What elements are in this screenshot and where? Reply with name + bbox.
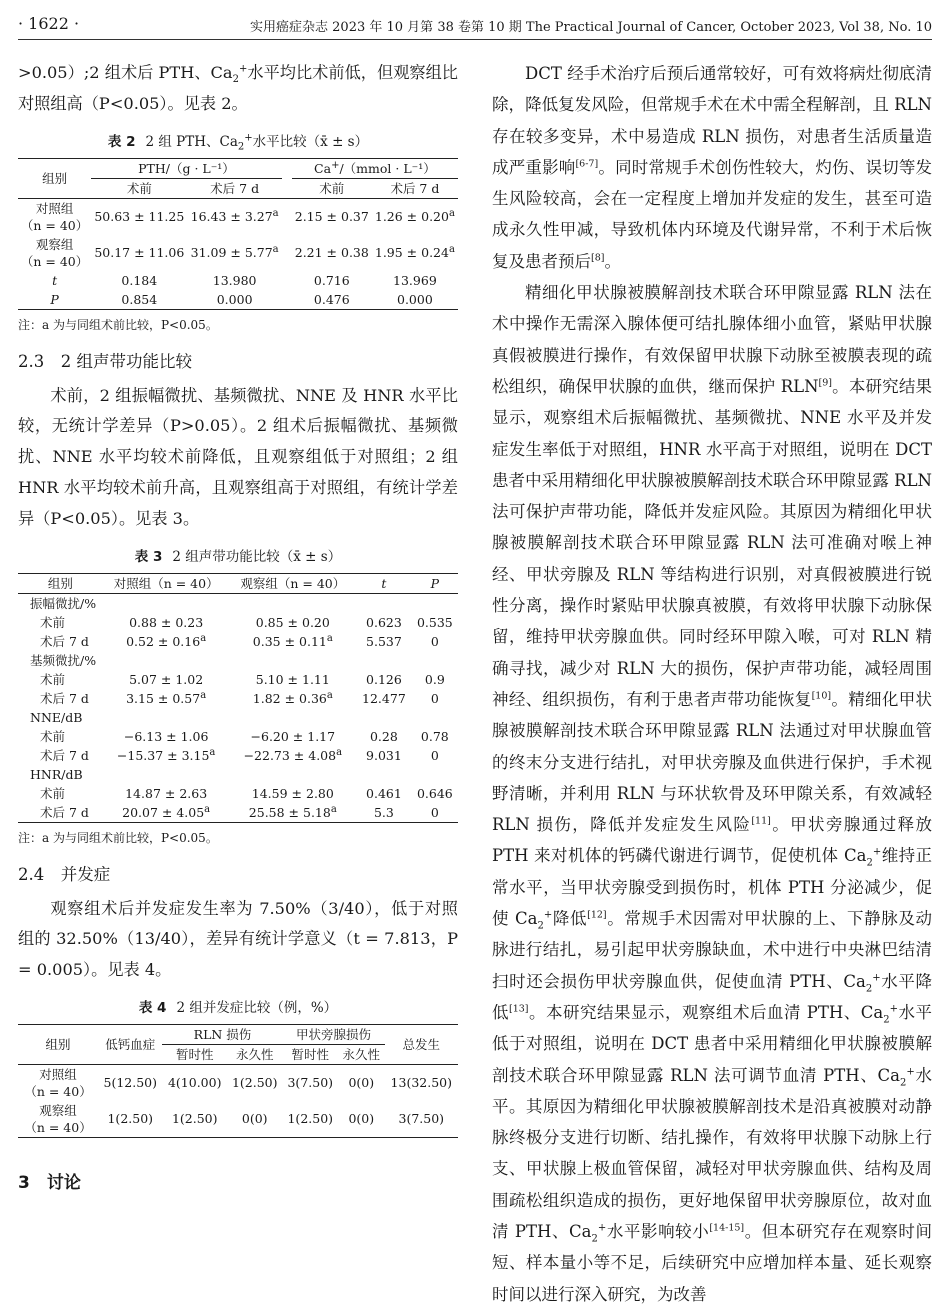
table-row: 对照组 （n = 40） 5(12.50) 4(10.00) 1(2.50) 3(7.50) 0(0) 13(32.50) bbox=[24, 1066, 452, 1099]
section-2-3-paragraph: 术前，2 组振幅微扰、基频微扰、NNE 及 HNR 水平比较，无统计学差异（P>0.05）。2 组术后振幅微扰、基频微扰、NNE 水平均较术前降低，且观察组低于对照组；2 组 HNR 水平均较术前升高，且观察组高于对照组，有统计学差异（P<0.05）。见表 3。 bbox=[18, 385, 458, 528]
table-group-row: 基频微扰/% bbox=[30, 652, 97, 668]
table4-complications: 组别 低钙血症 RLN 损伤 甲状旁腺损伤 总发生 暂时性 永久性 暂时性 永久性 对照组 （n = 40） 5(12.50) 4(10.00) 1(2.50) 3(7.50) 0(0) 13(32.50) 观察组 （n = 40） 1(2.50) 1(2.50) 0(0) 1(2.50) 0(0) 3(7.50) bbox=[18, 1024, 458, 1138]
page-number: · 1622 · bbox=[18, 14, 80, 33]
table-row: 对照组 （n = 40） 50.63 ± 11.25 16.43 ± 3.27$^a$ 2.15 ± 0.37 1.26 ± 0.20$^a$ bbox=[20, 200, 455, 233]
page-header bbox=[18, 14, 932, 40]
table2-caption: 表 2 2 组 PTH、$Ca_2^+$水平比较（x̄ ± s） bbox=[107, 132, 369, 153]
results-paragraph-continued: >0.05）;2 组术后 PTH、$Ca_2^+$水平均比术前低，但观察组比对照组高（P<0.05）。见表 2。 bbox=[18, 63, 458, 113]
table-group-row: NNE/dB bbox=[30, 709, 83, 725]
table-row: 观察组 （n = 40） 50.17 ± 11.06 31.09 ± 5.77$^a$ 2.21 ± 0.38 1.95 ± 0.24$^a$ bbox=[20, 236, 455, 269]
journal-running-title: 实用癌症杂志 2023 年 10 月第 38 卷第 10 期 The Practical Journal of Cancer, October 2023, Vol 38, No. 10 bbox=[250, 20, 932, 35]
table4-caption: 表 4 2 组并发症比较（例，%） bbox=[138, 999, 338, 1016]
discussion-paragraph-2: 精细化甲状腺被膜解剖技术联合环甲隙显露 RLN 法在术中操作无需深入腺体便可结扎腺体细小血管，紧贴甲状腺真假被膜进行操作，有效保留甲状腺下动脉至被膜表现的疏松组织，确保甲状腺的血供，继而保护 RLN[9]。本研究结果显示，观察组术后振幅微扰、基频微扰、NNE 水平及并发症发生率低于对照组，HNR 水平高于对照组，说明在 DCT 患者中采用精细化甲状腺被膜解剖技术联合环甲隙显露 RLN 法可保护声带功能，降低并发症风险。其原因为精细化甲状腺被膜解剖技术联合环甲隙显露 RLN 法可准确对喉上神经、甲状旁腺及 RLN 等结构进行识别，对真假被膜进行锐性分离，操作时紧贴甲状腺真被膜，有效将甲状腺下动脉保留，维持甲状旁腺血供。同时经环甲隙入喉，可对 RLN 精确寻找，减少对 RLN 大的损伤，保护声带功能，减轻周围神经、组织损伤，有利于患者声带功能恢复[10]。精细化甲状腺被膜解剖技术联合环甲隙显露 RLN 法通过对甲状腺血管的终末分支进行结扎，对甲状旁腺及血供进行保护，手术视野清晰，并利用 RLN 与环状软骨及环甲隙关系，有效减轻 RLN 损伤，降低并发症发生风险[11]。甲状旁腺通过释放 PTH 来对机体的钙磷代谢进行调节，促使机体 $Ca_2^+$维持正常水平，当甲状旁腺受到损伤时，机体 PTH 分泌减少，促使 $Ca_2^+$降低[12]。常规手术因需对甲状腺的上、下静脉及动脉进行结扎，易引起甲状旁腺缺血，术中进行中央淋巴结清扫时还会损伤甲状旁腺血供，促使血清 PTH、$Ca_2^+$水平降低[13]。本研究结果显示，观察组术后血清 PTH、$Ca_2^+$水平低于对照组，说明在 DCT 患者中采用精细化甲状腺被膜解剖技术联合环甲隙显露 RLN 法可调节血清 PTH、$Ca_2^+$水平。其原因为精细化甲状腺被膜解剖技术是沿真被膜对动静脉终极分支进行切断、结扎操作，有效将甲状腺下动脉上行支、甲状腺上极血管保留，减轻对甲状旁腺血供、结构及周围疏松组织造成的损伤，更好地保留甲状旁腺原位，故对血清 PTH、$Ca_2^+$水平影响较小[14-15]。但本研究存在观察时间短、样本量小等不足，后续研究中应增加样本量、延长观察时间以进行深入研究，为改善 bbox=[492, 283, 933, 1304]
left-column bbox=[18, 58, 458, 1193]
table-row: 术后 7 d 0.52 ± 0.16$^a$ 0.35 ± 0.11$^a$ 5.537 0 bbox=[40, 632, 439, 649]
table-row: 术前 −6.13 ± 1.06 −6.20 ± 1.17 0.28 0.78 bbox=[40, 728, 449, 744]
table-group-row: HNR/dB bbox=[30, 766, 83, 782]
table-group-row: 振幅微扰/% bbox=[30, 595, 97, 611]
table2-pth-ca: 组别 PTH/（g · L⁻¹） Ca+/（mmol · L⁻¹） 术前 术后 7 d 术前 术后 7 d 对照组 （n = 40） 50.63 ± 11.25 16.43 ± 3.27$^a$ 2.15 ± 0.37 1.26 ± 0.20$^a$ 观察组 （n = 40） 50.17 ± 11.06 31.09 ± 5.77$^a$ 2.21 ± 0.38 1.95 ± 0.24$^a$ t 0.184 13.980 0.716 13.969 P 0.854 0.000 0.476 0.000 bbox=[18, 158, 458, 310]
section-2-3-heading: 2.3 2 组声带功能比较 bbox=[18, 351, 192, 371]
section-2-4-paragraph: 观察组术后并发症发生率为 7.50%（3/40），低于对照组的 32.50%（13/40），差异有统计学意义（t = 7.813，P = 0.005）。见表 4。 bbox=[18, 898, 458, 980]
table-row: 术后 7 d −15.37 ± 3.15$^a$ −22.73 ± 4.08$^a$ 9.031 0 bbox=[40, 746, 439, 763]
section-3-heading: 3 讨论 bbox=[18, 1172, 81, 1193]
table-row: 术前 5.07 ± 1.02 5.10 ± 1.11 0.126 0.9 bbox=[40, 671, 445, 687]
table3-note: 注：a 为与同组术前比较，P<0.05。 bbox=[18, 830, 218, 845]
table-row: 术后 7 d 3.15 ± 0.57$^a$ 1.82 ± 0.36$^a$ 12.477 0 bbox=[40, 689, 439, 706]
section-2-4-heading: 2.4 并发症 bbox=[18, 864, 111, 884]
table3-vocal-function: 组别 对照组（n = 40） 观察组（n = 40） t P 振幅微扰/% 术前 0.88 ± 0.23 0.85 ± 0.20 0.623 0.535 术后 7 d 0.52 ± 0.16$^a$ 0.35 ± 0.11$^a$ 5.537 0 基频微扰/% 术前 5.07 ± 1.02 5.10 ± 1.11 0.126 0.9 术后 7 d 3.15 ± 0.57$^a$ 1.82 ± 0.36$^a$ 12.477 0 NNE/dB 术前 −6.13 ± 1.06 −6.20 ± 1.17 0.28 0.78 术后 7 d −15.37 ± 3.15$^a$ −22.73 ± 4.08$^a$ 9.031 0 HNR/dB 术前 14.87 ± 2.63 14.59 ± 2.80 0.461 0.646 术后 7 d 20.07 ± 4.05$^a$ 25.58 ± 5.18$^a$ 5.3 0 bbox=[18, 573, 458, 823]
table-row: 观察组 （n = 40） 1(2.50) 1(2.50) 0(0) 1(2.50) 0(0) 3(7.50) bbox=[24, 1102, 445, 1135]
table-row: 术后 7 d 20.07 ± 4.05$^a$ 25.58 ± 5.18$^a$ 5.3 0 bbox=[40, 803, 439, 820]
table-row: 术前 14.87 ± 2.63 14.59 ± 2.80 0.461 0.646 bbox=[40, 785, 453, 801]
discussion-paragraph-1: DCT 经手术治疗后预后通常较好，可有效将病灶彻底清除，降低复发风险，但常规手术在术中需全程解剖，且 RLN 存在较多变异，术中易造成 RLN 损伤，对患者生活质量造成严重影响[6-7]。同时常规手术创伤性较大，灼伤、误切等发生风险较高，会在一定程度上增加并发症的发生，甚至可造成永久性甲减，导致机体内环境及代谢异常，不利于术后恢复及患者预后[8]。 bbox=[492, 64, 933, 271]
table2-note: 注：a 为与同组术前比较，P<0.05。 bbox=[18, 317, 218, 332]
table-row: 术前 0.88 ± 0.23 0.85 ± 0.20 0.623 0.535 bbox=[40, 614, 453, 630]
table3-caption: 表 3 2 组声带功能比较（x̄ ± s） bbox=[134, 548, 342, 565]
right-column bbox=[492, 58, 932, 1309]
table-row: P 0.854 0.000 0.476 0.000 bbox=[50, 291, 433, 307]
table-row: t 0.184 13.980 0.716 13.969 bbox=[52, 272, 437, 288]
